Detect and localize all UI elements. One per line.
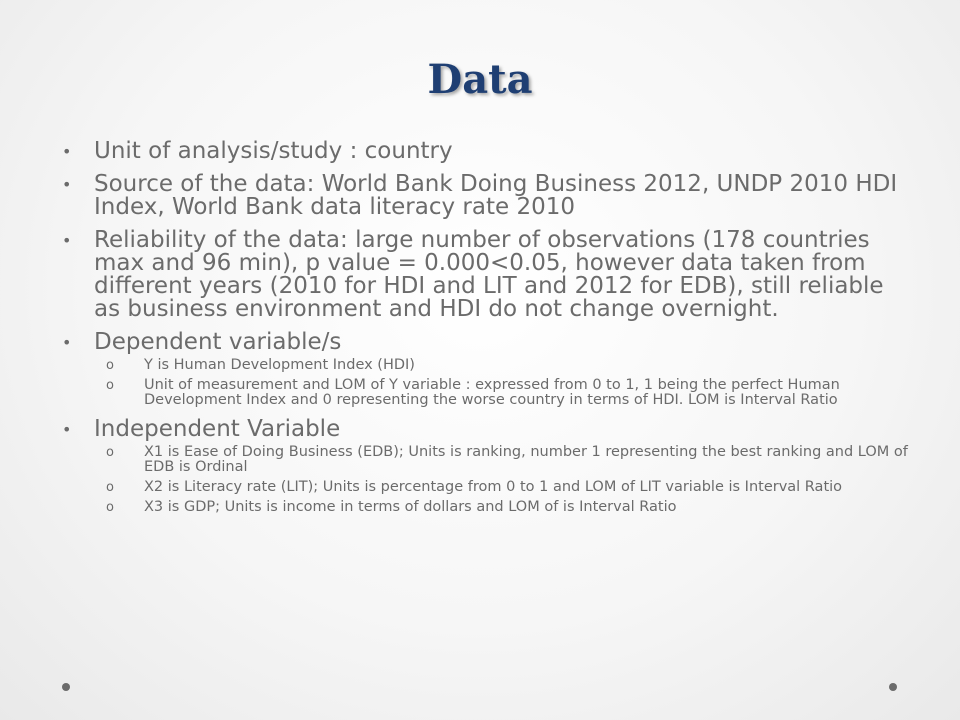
- bullet-text: Independent Variable: [94, 416, 341, 442]
- bullet-icon: •: [62, 231, 72, 250]
- sub-bullet-icon: o: [106, 500, 114, 515]
- bullet-item: [60, 331, 912, 408]
- bullet-icon: •: [62, 420, 72, 439]
- bullet-text: Dependent variable/s: [94, 329, 342, 355]
- bullet-icon: •: [62, 333, 72, 352]
- sub-bullet-list: [94, 445, 912, 515]
- sub-bullet-icon: o: [106, 480, 114, 495]
- sub-bullet-text: X3 is GDP; Units is income in terms of dollars and LOM of is Interval Ratio: [144, 499, 677, 515]
- sub-bullet-icon: o: [106, 378, 114, 393]
- sub-bullet-item: [106, 445, 912, 475]
- sub-bullet-icon: o: [106, 445, 114, 460]
- bullet-text: Unit of analysis/study : country: [94, 138, 453, 164]
- sub-bullet-list: [94, 358, 912, 408]
- slide-title: Data: [427, 56, 533, 103]
- sub-bullet-icon: o: [106, 358, 114, 373]
- bullet-item: [60, 229, 912, 321]
- bullet-text: Reliability of the data: large number of observations (178 countries max and 96 min), p value = 0.000<0.05, however data taken from different years (2010 for HDI and LIT and 2012 for EDB), still reliable as business environment and HDI do not change overnight.: [94, 227, 884, 322]
- sub-bullet-text: X2 is Literacy rate (LIT); Units is percentage from 0 to 1 and LOM of LIT variable is Interval Ratio: [144, 479, 843, 495]
- bullet-text: Source of the data: World Bank Doing Business 2012, UNDP 2010 HDI Index, World Bank data literacy rate 2010: [94, 171, 898, 220]
- bullet-item: [60, 173, 912, 219]
- bullet-list: [60, 140, 912, 515]
- sub-bullet-text: X1 is Ease of Doing Business (EDB); Units is ranking, number 1 representing the best ranking and LOM of EDB is Ordinal: [144, 444, 908, 475]
- sub-bullet-item: [106, 500, 912, 515]
- decorative-dot-icon: [889, 683, 897, 691]
- bullet-icon: •: [62, 175, 72, 194]
- sub-bullet-text: Y is Human Development Index (HDI): [144, 357, 415, 373]
- bullet-item: [60, 140, 912, 163]
- bullet-item: [60, 418, 912, 515]
- sub-bullet-item: [106, 378, 912, 408]
- sub-bullet-item: [106, 358, 912, 373]
- bullet-icon: •: [62, 142, 72, 161]
- decorative-dot-icon: [62, 683, 70, 691]
- slide-content: [60, 140, 912, 525]
- sub-bullet-text: Unit of measurement and LOM of Y variable : expressed from 0 to 1, 1 being the perfect Human Development Index and 0 representing the worse country in terms of HDI. LOM is Interval Ratio: [144, 377, 840, 408]
- sub-bullet-item: [106, 480, 912, 495]
